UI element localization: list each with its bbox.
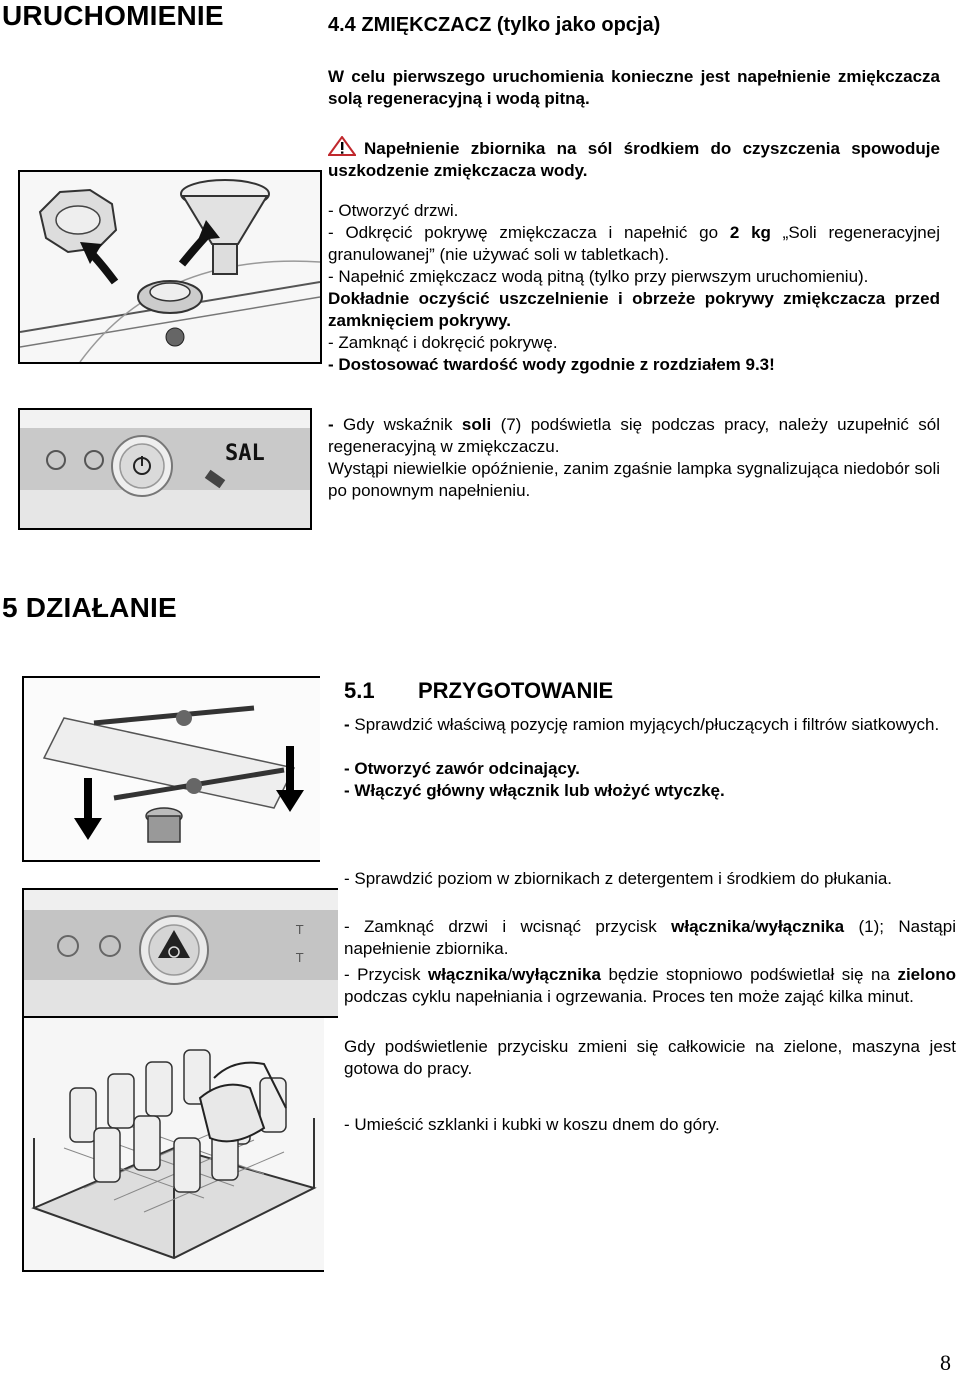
p2-green: zielono (897, 965, 956, 984)
place-glasses-instruction: - Umieścić szklanki i kubki w koszu dnem do góry. (344, 1115, 720, 1134)
check-dash: - (344, 715, 355, 734)
spray-arms-figure (22, 676, 320, 862)
check-detergent-level: - Sprawdzić poziom w zbiornikach z detergentem i środkiem do płukania. (344, 869, 893, 888)
p1-slash: / (750, 917, 756, 936)
step-fill-water: - Napełnić zmiękczacz wodą pitną (tylko przy pierwszym uruchomieniu). (328, 267, 869, 286)
power-button-figure (22, 888, 338, 1018)
step-open-door: - Otworzyć drzwi. (328, 201, 459, 220)
machine-ready-info: Gdy podświetlenie przycisku zmieni się całkowicie na zielone, maszyna jest gotowa do pracy. (344, 1037, 956, 1078)
p1-text-a: - Zamknąć drzwi i wcisnąć przycisk (344, 917, 672, 936)
glasses-basket-figure (22, 1018, 324, 1272)
section-title-softener: 4.4 ZMIĘKCZACZ (tylko jako opcja) (328, 14, 661, 36)
p1-off: wyłącznika (755, 917, 845, 936)
p2-on: włącznika (427, 965, 508, 984)
power-on-instruction (344, 916, 956, 960)
step-unscrew-lid-text: - Odkręcić pokrywę zmiękczacza i napełnić go (328, 223, 730, 242)
step-unscrew-lid-text-2: „Soli regeneracyjnej granulowanej” (nie używać soli w tabletkach). (328, 223, 940, 264)
salt-text-2: (7) podświetla się podczas pracy, należy uzupełnić sól regeneracyjną w zmiękczaczu. (328, 415, 940, 456)
check-spray-arms (344, 714, 956, 736)
svg-text:T: T (296, 923, 304, 937)
p2-text-e: będzie stopniowo podświetlał się na (600, 965, 898, 984)
salt-display-text: SAL (225, 441, 265, 466)
check-spray-arms-text: Sprawdzić właściwą pozycję ramion myjących/płuczących i filtrów siatkowych. (354, 715, 940, 734)
page-number: 8 (940, 1350, 951, 1375)
power-button-light-info (344, 964, 956, 1008)
check-main-switch: - Włączyć główny włącznik lub włożyć wtyczkę. (344, 781, 725, 800)
salt-dash: - (328, 415, 344, 434)
softener-warning (328, 136, 940, 182)
salt-text-1: Gdy wskaźnik (343, 415, 462, 434)
step-close-lid: - Zamknąć i dokręcić pokrywę. (328, 333, 558, 352)
softener-figure (18, 170, 322, 364)
warning-text: Napełnienie zbiornika na sól środkiem do czyszczenia spowoduje uszkodzenie zmiękczacza wody. (328, 139, 940, 180)
warning-icon (328, 136, 356, 156)
p2-off: wyłącznika (512, 965, 601, 984)
salt-delay-text: Wystąpi niewielkie opóźnienie, zanim zgaśnie lampka sygnalizująca niedobór soli po ponownym napełnieniu. (328, 459, 940, 500)
step-adjust-hardness: - Dostosować twardość wody zgodnie z rozdziałem 9.3! (328, 355, 775, 374)
p1-on: włącznika (671, 917, 751, 936)
salt-amount: 2 kg (729, 223, 771, 242)
step-clean-seal: Dokładnie oczyścić uszczelnienie i obrzeże pokrywy zmiękczacza przed zamknięciem pokrywy. (328, 289, 940, 330)
svg-text:T: T (296, 951, 304, 965)
salt-word: soli (461, 415, 492, 434)
p2-slash: / (507, 965, 513, 984)
section-title-operation: 5 DZIAŁANIE (2, 592, 177, 623)
check-open-valve: - Otworzyć zawór odcinający. (344, 759, 580, 778)
salt-indicator-text (328, 414, 940, 458)
subsection-title: PRZYGOTOWANIE (418, 678, 614, 703)
p2-text-a: - Przycisk (344, 965, 428, 984)
subsection-number: 5.1 (344, 678, 375, 703)
p1-text-e: (1); Nastąpi napełnienie zbiornika. (344, 917, 956, 958)
salt-indicator-figure (18, 408, 312, 530)
p2-text-g: podczas cyklu napełniania i ogrzewania. Proces ten może zająć kilka minut. (344, 987, 914, 1006)
page-title: URUCHOMIENIE (2, 0, 224, 31)
softener-intro: W celu pierwszego uruchomienia konieczne jest napełnienie zmiękczacza solą regeneracyjną i wodą pitną. (328, 67, 940, 108)
step-unscrew-lid (328, 222, 940, 266)
